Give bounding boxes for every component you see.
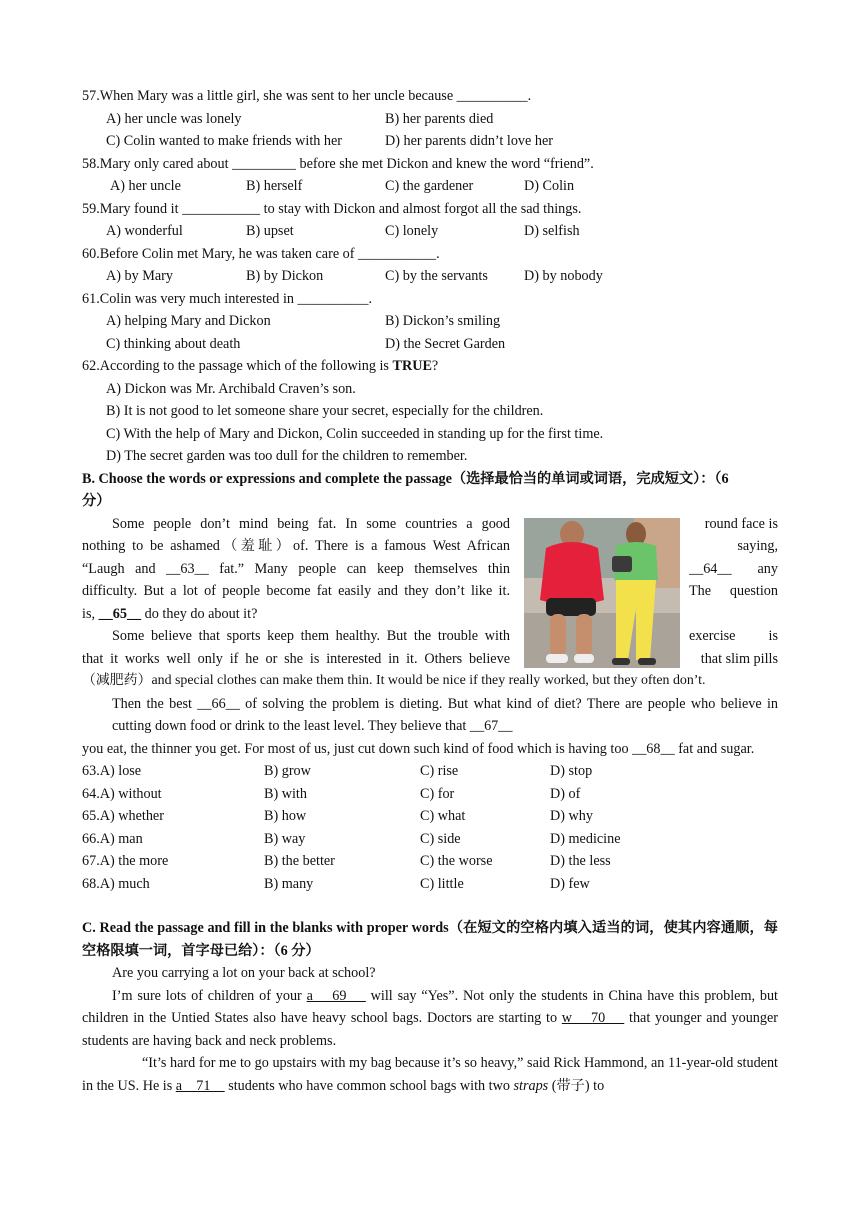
text-fragment: round face is xyxy=(704,515,778,532)
text-fragment: exercise is xyxy=(689,628,778,644)
q58-option-a[interactable]: A) her uncle xyxy=(110,178,181,194)
blank-65: __65__ xyxy=(98,605,142,622)
text-fragment: is, xyxy=(82,605,99,622)
text-fragment: Some believe that sports keep them healthy. But the trouble with xyxy=(112,628,510,644)
question-61-options-row2 xyxy=(82,333,778,356)
section-b-option[interactable]: B) grow xyxy=(264,763,311,779)
text-fragment: “It’s hard for me to go upstairs with my bag because it’s so heavy,” said Rick Hammond, an 11-year-old student in the US. He is xyxy=(82,1055,778,1094)
section-b-option[interactable]: D) the less xyxy=(550,853,611,869)
text-fragment: straps xyxy=(513,1077,549,1094)
text-fragment: saying, xyxy=(737,538,778,554)
q61-option-a[interactable]: A) helping Mary and Dickon xyxy=(106,313,271,329)
section-b-option[interactable]: D) stop xyxy=(550,763,593,779)
text-fragment: (带子) to xyxy=(548,1077,605,1094)
text-fragment: that younger and younger students are having back and neck problems. xyxy=(82,1010,778,1049)
section-b-option[interactable]: D) medicine xyxy=(550,830,621,847)
photo-illustration xyxy=(524,518,680,668)
question-60-stem: 60.Before Colin met Mary, he was taken care of ___________. xyxy=(82,245,440,262)
text-fragment: that slim pills xyxy=(700,650,778,667)
section-b-option[interactable]: D) few xyxy=(550,875,590,892)
q62-option-c[interactable]: C) With the help of Mary and Dickon, Colin succeeded in standing up for the first time. xyxy=(106,425,604,442)
section-b-option[interactable]: C) little xyxy=(420,875,464,892)
text-fragment: The question xyxy=(689,583,778,599)
question-57-options-row1 xyxy=(82,108,778,131)
blank-69[interactable]: a 69 xyxy=(306,987,366,1004)
section-b-option[interactable]: 67.A) the more xyxy=(82,853,169,869)
question-61-options-row1 xyxy=(82,310,778,333)
section-b-option[interactable]: C) side xyxy=(420,830,461,847)
section-c-p2 xyxy=(82,985,778,1053)
section-b-option[interactable]: D) of xyxy=(550,785,581,802)
q59-option-c[interactable]: C) lonely xyxy=(385,223,439,239)
q60-option-c[interactable]: C) by the servants xyxy=(385,268,488,284)
section-b-option-row xyxy=(82,805,778,828)
question-58-stem: 58.Mary only cared about _________ before she met Dickon and knew the word “friend”. xyxy=(82,155,594,172)
question-57-stem: 57.When Mary was a little girl, she was sent to her uncle because __________. xyxy=(82,88,532,104)
section-c-p1: Are you carrying a lot on your back at school? xyxy=(112,965,376,981)
question-57-options-row2 xyxy=(82,130,778,153)
two-people-walking-photo xyxy=(524,518,680,668)
worksheet-page xyxy=(82,85,778,1097)
section-b-option[interactable]: B) how xyxy=(264,808,307,824)
q58-option-c[interactable]: C) the gardener xyxy=(385,178,474,194)
blank-71[interactable]: a 71 xyxy=(175,1077,225,1094)
question-62-stem xyxy=(82,355,778,378)
text-fragment: students who have common school bags with two xyxy=(224,1077,514,1094)
q62-stem-end: ? xyxy=(431,358,439,374)
section-b-option[interactable]: B) way xyxy=(264,830,306,847)
q59-option-a[interactable]: A) wonderful xyxy=(106,223,183,239)
question-60-options xyxy=(82,265,778,288)
question-61-stem: 61.Colin was very much interested in __________. xyxy=(82,290,373,307)
q58-option-d[interactable]: D) Colin xyxy=(524,178,575,194)
section-b-option[interactable]: B) the better xyxy=(264,853,335,869)
section-b-option[interactable]: C) what xyxy=(420,808,466,824)
section-b-option-row xyxy=(82,850,778,873)
text-fragment: that it works well only if he or she is interested in it. Others believe xyxy=(82,650,510,667)
q60-option-a[interactable]: A) by Mary xyxy=(106,268,173,284)
section-b-heading-line1: B. Choose the words or expressions and complete the passage（选择最恰当的单词或词语，完成短文）：（6 xyxy=(82,470,729,487)
section-b-option[interactable]: B) many xyxy=(264,875,314,892)
section-b-option[interactable]: B) with xyxy=(264,785,307,802)
section-b-p2-line3: （减肥药）and special clothes can make them thin. It would be nice if they really worked, but they often don’t. xyxy=(82,673,706,688)
q61-option-c[interactable]: C) thinking about death xyxy=(106,335,241,352)
text-fragment: difficulty. But a lot of people become fat easily and they don’t like it. xyxy=(82,583,510,599)
section-c-p3 xyxy=(82,1052,778,1097)
q59-option-b[interactable]: B) upset xyxy=(246,223,294,239)
question-59-stem: 59.Mary found it ___________ to stay with Dickon and almost forgot all the sad things. xyxy=(82,200,582,217)
q59-option-d[interactable]: D) selfish xyxy=(524,223,580,239)
q62-option-a[interactable]: A) Dickon was Mr. Archibald Craven’s son. xyxy=(106,380,356,397)
question-58-options xyxy=(82,175,778,198)
blank-70[interactable]: w 70 xyxy=(561,1010,625,1026)
section-b-option[interactable]: 65.A) whether xyxy=(82,808,164,824)
q62-option-b[interactable]: B) It is not good to let someone share your secret, especially for the children. xyxy=(106,403,544,419)
section-b-option-row xyxy=(82,873,778,896)
section-b-option[interactable]: D) why xyxy=(550,808,593,824)
text-fragment: nothing to be ashamed（羞耻）of. There is a famous West African xyxy=(82,538,510,554)
section-b-p3 xyxy=(82,693,778,738)
section-b-option[interactable]: 66.A) man xyxy=(82,830,143,847)
text-fragment: Some people don’t mind being fat. In some countries a good xyxy=(112,515,510,532)
q62-stem-bold: TRUE xyxy=(392,358,432,374)
q57-option-a[interactable]: A) her uncle was lonely xyxy=(106,110,242,127)
section-b-option-row xyxy=(82,783,778,806)
section-b-option[interactable]: C) the worse xyxy=(420,853,493,869)
text-fragment: Then the best __66__ of solving the problem is dieting. But what kind of diet? There are people who believe in cutting down food or drink to the least level. They believe that __67__ xyxy=(112,695,778,734)
section-b-option-row xyxy=(82,828,778,851)
section-b-heading-line2: 分） xyxy=(82,493,111,509)
section-b-options xyxy=(82,760,778,895)
q58-option-b[interactable]: B) herself xyxy=(246,178,303,194)
q62-stem-text: 62.According to the passage which of the following is xyxy=(82,358,393,374)
text-fragment: I’m sure lots of children of your xyxy=(112,987,307,1004)
section-b-option[interactable]: 68.A) much xyxy=(82,875,150,892)
text-fragment: “Laugh and __63__ fat.” Many people can keep themselves thin xyxy=(82,560,510,577)
section-b-p4: you eat, the thinner you get. For most of us, just cut down such kind of food which is having too __68__ fat and sugar. xyxy=(82,740,755,757)
section-b-option[interactable]: 63.A) lose xyxy=(82,763,142,779)
text-fragment: will say “Yes”. Not only the students in China have this problem, but children in the Untied States also have heavy school bags. Doctors are starting to xyxy=(82,987,778,1026)
section-b-option[interactable]: C) rise xyxy=(420,763,459,779)
q62-option-d[interactable]: D) The secret garden was too dull for the children to remember. xyxy=(106,448,468,464)
q57-option-d[interactable]: D) her parents didn’t love her xyxy=(385,133,553,149)
section-c-heading: C. Read the passage and fill in the blanks with proper words（在短文的空格内填入适当的词，使其内容通顺，每空格限填一词，首字母已给）：（6 分） xyxy=(82,920,778,959)
q60-option-d[interactable]: D) by nobody xyxy=(524,268,603,284)
section-b-option[interactable]: C) for xyxy=(420,785,455,802)
q57-option-b[interactable]: B) her parents died xyxy=(385,110,494,127)
section-b-option-row xyxy=(82,760,778,783)
q60-option-b[interactable]: B) by Dickon xyxy=(246,268,324,284)
text-fragment: __64__ any xyxy=(689,560,778,577)
q61-option-b[interactable]: B) Dickon’s smiling xyxy=(385,313,501,329)
q57-option-c[interactable]: C) Colin wanted to make friends with her xyxy=(106,133,343,149)
text-fragment: do they do about it? xyxy=(141,605,258,622)
question-59-options xyxy=(82,220,778,243)
section-b-option[interactable]: 64.A) without xyxy=(82,785,162,802)
q61-option-d[interactable]: D) the Secret Garden xyxy=(385,335,506,352)
